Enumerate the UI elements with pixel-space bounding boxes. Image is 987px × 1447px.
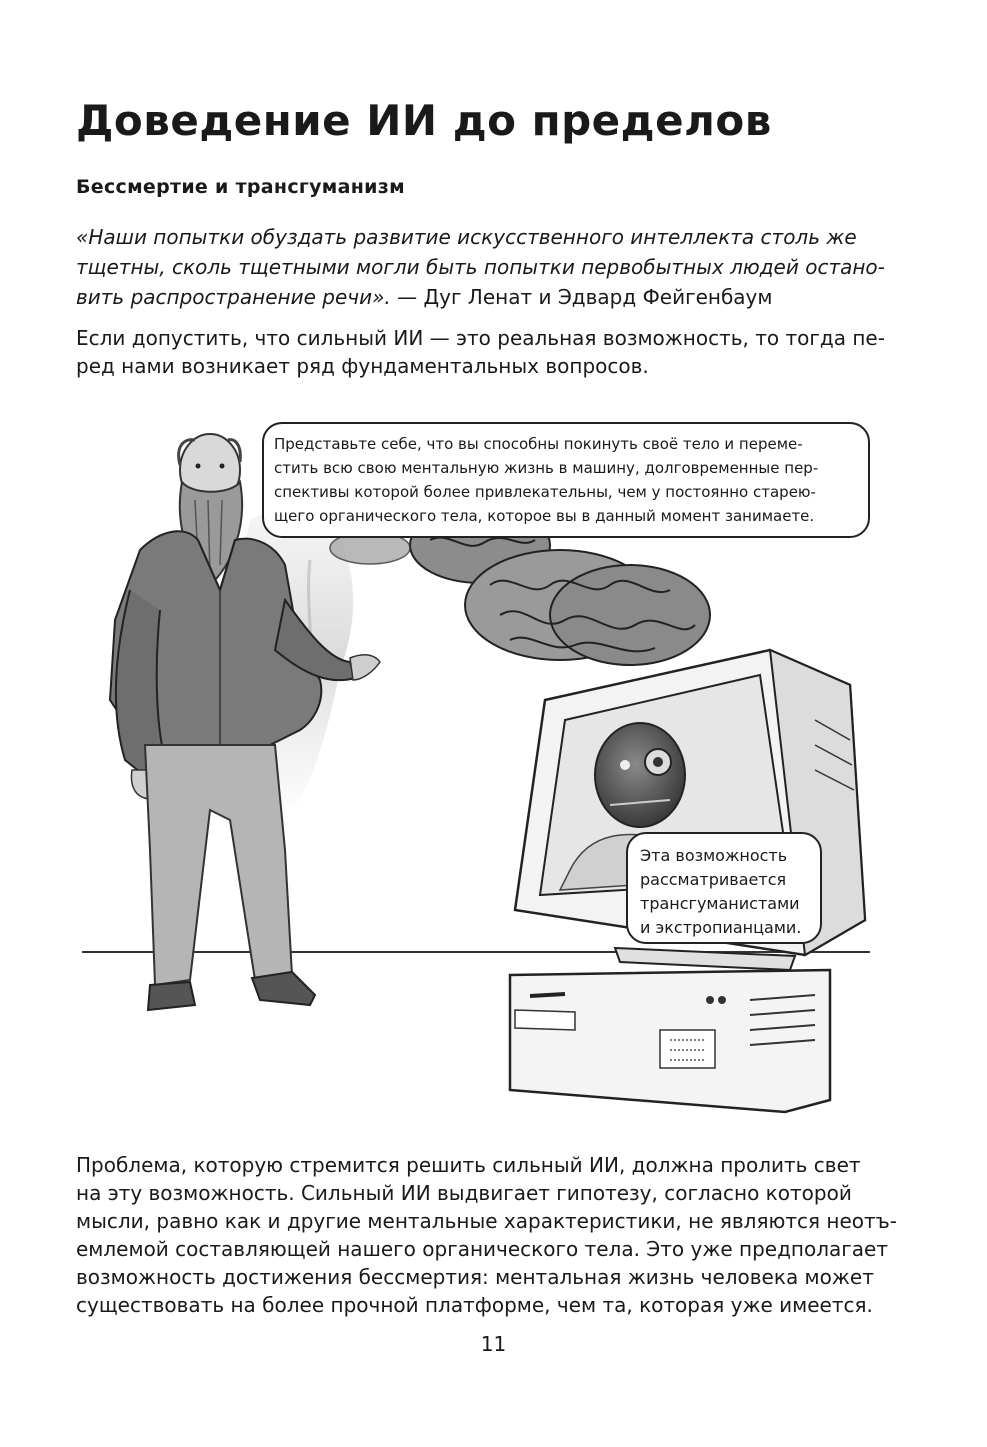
body-paragraph — [76, 1151, 897, 1319]
text-line: Проблема, которую стремится решить сильный ИИ, должна пролить свет — [76, 1153, 861, 1177]
page-title: Доведение ИИ до пределов — [76, 96, 772, 145]
speech-bubble-screen — [626, 832, 822, 944]
epigraph-quote — [76, 222, 885, 312]
speech-bubble-top — [262, 422, 870, 538]
bubble-line: спективы которой более привлекательны, чем у постоянно старею- — [274, 483, 816, 501]
bubble-line: Эта возможность — [640, 846, 788, 865]
bubble-line: стить всю свою ментальную жизнь в машину, долговременные пер- — [274, 459, 819, 477]
text-line: мысли, равно как и другие ментальные характеристики, не являются неотъ- — [76, 1209, 897, 1233]
bubble-line: щего органического тела, которое вы в данный момент занимаете. — [274, 507, 815, 525]
bubble-line: рассматривается — [640, 870, 787, 889]
quote-line: вить распространение речи». — [76, 285, 391, 309]
text-line: ред нами возникает ряд фундаментальных вопросов. — [76, 354, 649, 378]
bubble-line: трансгуманистами — [640, 894, 800, 913]
section-subtitle: Бессмертие и трансгуманизм — [76, 176, 405, 198]
computer-case — [510, 970, 830, 1112]
quote-line: тщетны, сколь тщетными могли быть попытки первобытных людей остано- — [76, 255, 885, 279]
text-line: Если допустить, что сильный ИИ — это реальная возможность, то тогда пе- — [76, 326, 885, 350]
text-line: на эту возможность. Сильный ИИ выдвигает гипотезу, согласно которой — [76, 1181, 852, 1205]
quote-line: «Наши попытки обуздать развитие искусственного интеллекта столь же — [76, 225, 857, 249]
text-line: возможность достижения бессмертия: ментальная жизнь человека может — [76, 1265, 874, 1289]
bubble-line: Представьте себе, что вы способны покинуть своё тело и переме- — [274, 435, 803, 453]
page-number: 11 — [480, 1332, 507, 1356]
text-line: емлемой составляющей нашего органического тела. Это уже предполагает — [76, 1237, 888, 1261]
bubble-line: и экстропианцами. — [640, 918, 802, 937]
intro-paragraph — [76, 324, 885, 380]
quote-author: — Дуг Ленат и Эдвард Фейгенбаум — [390, 285, 773, 309]
text-line: существовать на более прочной платформе, чем та, которая уже имеется. — [76, 1293, 873, 1317]
